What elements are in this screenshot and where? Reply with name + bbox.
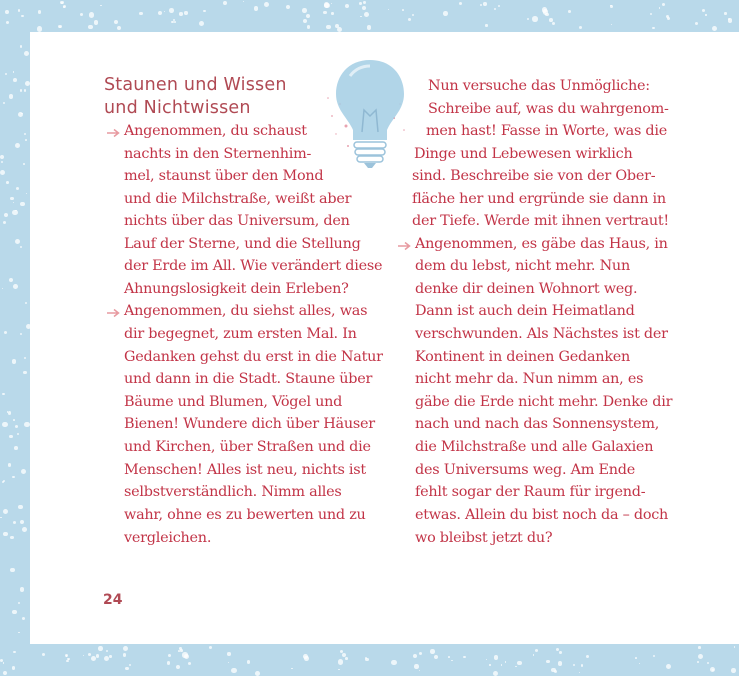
speckle-dot xyxy=(24,89,26,91)
speckle-dot xyxy=(209,646,212,649)
speckle-dot xyxy=(731,668,736,673)
speckle-dot xyxy=(610,5,613,8)
heading-line-1: Staunen und Wissen xyxy=(104,75,287,95)
paragraph-line: Schreibe auf, was du wahrgenom- xyxy=(428,101,669,117)
speckle-dot xyxy=(125,667,129,671)
speckle-dot xyxy=(158,11,162,15)
speckle-dot xyxy=(23,371,26,374)
paragraph-line: Gedanken gehst du erst in die Natur xyxy=(124,349,383,365)
speckle-dot xyxy=(16,187,19,190)
paragraph-line: men hast! Fasse in Worte, was die xyxy=(426,123,668,139)
paragraph-line: Ahnungslosigkeit dein Erleben? xyxy=(124,281,349,297)
speckle-dot xyxy=(24,51,29,56)
speckle-dot xyxy=(307,25,311,29)
speckle-dot xyxy=(5,10,9,14)
arrow-right-icon xyxy=(397,241,411,251)
paragraph-line: wo bleibst jetzt du? xyxy=(415,530,553,546)
paragraph-line: die Milchstraße und alle Galaxien xyxy=(415,439,654,455)
speckle-dot xyxy=(3,480,5,482)
page-number: 24 xyxy=(103,592,123,608)
speckle-dot xyxy=(12,359,16,363)
speckle-dot xyxy=(10,197,14,201)
paragraph-line: mel, staunst über den Mond xyxy=(124,168,324,184)
speckle-dot xyxy=(581,664,583,666)
speckle-dot xyxy=(549,18,553,22)
speckle-dot xyxy=(363,1,365,3)
heading-line-2: und Nichtwissen xyxy=(104,98,251,118)
speckle-dot xyxy=(494,655,498,659)
speckle-dot xyxy=(255,671,260,676)
speckle-dot xyxy=(545,13,549,17)
paragraph-line: der Erde im All. Wie verändert diese xyxy=(124,258,383,274)
speckle-dot xyxy=(360,16,362,18)
speckle-dot xyxy=(168,654,171,657)
speckle-dot xyxy=(18,602,20,604)
speckle-dot xyxy=(362,6,366,10)
speckle-dot xyxy=(652,27,655,30)
speckle-dot xyxy=(178,650,180,652)
speckle-dot xyxy=(109,655,111,657)
speckle-dot xyxy=(94,20,99,25)
speckle-dot xyxy=(10,568,14,572)
paragraph-line: Kontinent in deinen Gedanken xyxy=(415,349,631,365)
speckle-dot xyxy=(176,665,180,669)
speckle-dot xyxy=(3,532,7,536)
speckle-dot xyxy=(184,654,189,659)
speckle-dot xyxy=(15,425,18,428)
speckle-dot xyxy=(169,8,174,13)
speckle-dot xyxy=(414,664,418,668)
speckle-dot xyxy=(667,17,670,20)
speckle-dot xyxy=(579,26,583,30)
arrow-right-icon xyxy=(106,128,120,138)
speckle-dot xyxy=(13,651,15,653)
paragraph-line: dir begegnet, zum ersten Mal. In xyxy=(124,326,357,342)
speckle-dot xyxy=(20,333,22,335)
paragraph-line: und dann in die Stadt. Staune über xyxy=(124,371,373,387)
speckle-dot xyxy=(485,24,487,26)
speckle-dot xyxy=(24,357,26,359)
speckle-dot xyxy=(302,8,307,13)
speckle-dot xyxy=(434,655,438,659)
speckle-dot xyxy=(20,45,23,48)
speckle-dot xyxy=(493,671,498,676)
speckle-dot xyxy=(430,649,434,653)
paragraph-line: nicht mehr da. Nun nimm an, es xyxy=(415,371,644,387)
paragraph-line: vergleichen. xyxy=(124,530,212,546)
speckle-dot xyxy=(123,653,126,656)
speckle-dot xyxy=(611,24,613,26)
speckle-dot xyxy=(25,302,27,304)
paragraph-line: etwas. Allein du bist noch da – doch xyxy=(415,507,669,523)
speckle-dot xyxy=(3,102,5,104)
speckle-dot xyxy=(23,163,25,165)
speckle-dot xyxy=(517,661,522,666)
speckle-dot xyxy=(231,668,237,674)
speckle-dot xyxy=(3,221,6,224)
speckle-dot xyxy=(203,10,206,13)
speckle-dot xyxy=(88,25,92,29)
speckle-dot xyxy=(702,9,705,12)
speckle-dot xyxy=(535,649,538,652)
speckle-dot xyxy=(167,661,171,665)
speckle-dot xyxy=(88,653,91,656)
speckle-dot xyxy=(486,659,488,661)
paragraph-line: fläche her und ergründe sie dann in xyxy=(412,191,666,207)
speckle-dot xyxy=(15,239,20,244)
section-heading xyxy=(104,74,287,120)
speckle-dot xyxy=(338,659,343,664)
speckle-dot xyxy=(707,662,710,665)
speckle-dot xyxy=(345,4,350,9)
paragraph-line: dem du lebst, nicht mehr. Nun xyxy=(415,258,630,274)
speckle-dot xyxy=(515,666,517,668)
speckle-dot xyxy=(66,655,68,657)
paragraph-line: und die Milchstraße, weißt aber xyxy=(124,191,352,207)
speckle-dot xyxy=(264,2,269,7)
speckle-dot xyxy=(247,660,251,664)
speckle-dot xyxy=(199,21,204,26)
speckle-dot xyxy=(184,11,187,14)
speckle-dot xyxy=(494,8,496,10)
speckle-dot xyxy=(1,161,3,163)
speckle-dot xyxy=(552,22,555,25)
speckle-dot xyxy=(6,181,9,184)
speckle-dot xyxy=(568,10,571,13)
speckle-dot xyxy=(304,656,309,661)
speckle-dot xyxy=(59,26,61,28)
speckle-dot xyxy=(38,10,41,13)
speckle-dot xyxy=(364,12,369,17)
speckle-dot xyxy=(20,246,22,248)
paragraph-line: Angenommen, du schaust xyxy=(124,123,307,139)
speckle-dot xyxy=(501,664,502,665)
speckle-dot xyxy=(532,16,537,21)
speckle-dot xyxy=(8,411,12,415)
speckle-dot xyxy=(412,14,414,16)
speckle-dot xyxy=(359,2,362,5)
speckle-dot xyxy=(365,658,369,662)
speckle-dot xyxy=(291,668,293,670)
speckle-dot xyxy=(20,587,24,591)
speckle-dot xyxy=(413,654,418,659)
speckle-dot xyxy=(6,21,9,24)
speckle-dot xyxy=(579,672,581,674)
speckle-dot xyxy=(480,4,482,6)
speckle-dot xyxy=(13,71,15,73)
paragraph-line: sind. Beschreibe sie von der Ober- xyxy=(412,168,656,184)
speckle-dot xyxy=(171,21,174,24)
speckle-dot xyxy=(22,617,25,620)
speckle-dot xyxy=(712,26,717,31)
speckle-dot xyxy=(9,94,13,98)
speckle-dot xyxy=(323,11,327,15)
arrow-right-icon xyxy=(106,308,120,318)
speckle-dot xyxy=(408,18,411,21)
speckle-dot xyxy=(0,170,5,175)
speckle-dot xyxy=(2,422,7,427)
speckle-dot xyxy=(662,3,665,6)
paragraph-line: Lauf der Sterne, und die Stellung xyxy=(124,236,361,252)
speckle-dot xyxy=(533,654,534,655)
speckle-dot xyxy=(463,656,466,659)
speckle-dot xyxy=(61,2,63,4)
speckle-dot xyxy=(0,155,4,159)
speckle-dot xyxy=(2,393,5,396)
speckle-dot xyxy=(18,505,22,509)
speckle-dot xyxy=(174,21,176,23)
paragraph-line: und Kirchen, über Straßen und die xyxy=(124,439,371,455)
speckle-dot xyxy=(419,670,420,671)
speckle-dot xyxy=(306,14,310,18)
paragraph-line: des Universums weg. Am Ende xyxy=(415,462,636,478)
speckle-dot xyxy=(639,663,640,664)
speckle-dot xyxy=(106,650,109,653)
speckle-dot xyxy=(100,5,101,6)
paragraph-line: nichts über das Universum, den xyxy=(124,213,350,229)
speckle-dot xyxy=(443,11,448,16)
lightbulb-icon xyxy=(308,56,418,170)
paragraph-line: denke dir deinen Wohnort weg. xyxy=(415,281,638,297)
speckle-dot xyxy=(12,476,14,478)
speckle-dot xyxy=(559,651,562,654)
paragraph-line: verschwunden. Als Nächstes ist der xyxy=(415,326,668,342)
speckle-dot xyxy=(459,2,462,5)
speckle-dot xyxy=(338,669,340,671)
speckle-dot xyxy=(26,193,27,194)
speckle-dot xyxy=(345,657,348,660)
speckle-dot xyxy=(164,11,165,12)
paragraph-line: Nun versuche das Unmögliche: xyxy=(428,78,650,94)
speckle-dot xyxy=(129,664,132,667)
speckle-dot xyxy=(734,646,735,647)
speckle-dot xyxy=(17,433,19,435)
speckle-dot xyxy=(573,664,575,666)
speckle-dot xyxy=(12,610,16,614)
speckle-dot xyxy=(3,509,8,514)
speckle-dot xyxy=(5,73,7,75)
speckle-dot xyxy=(20,89,23,92)
book-page xyxy=(30,32,739,644)
speckle-dot xyxy=(89,12,94,17)
speckle-dot xyxy=(286,5,290,9)
speckle-dot xyxy=(326,25,330,29)
speckle-dot xyxy=(80,13,83,16)
speckle-dot xyxy=(483,2,486,5)
paragraph-line: nachts in den Sternenhim- xyxy=(124,146,312,162)
speckle-dot xyxy=(659,7,660,8)
speckle-dot xyxy=(20,202,24,206)
speckle-dot xyxy=(635,657,637,659)
speckle-dot xyxy=(114,20,118,24)
speckle-dot xyxy=(303,19,307,23)
speckle-dot xyxy=(18,632,19,633)
speckle-dot xyxy=(15,143,20,148)
speckle-dot xyxy=(724,12,726,14)
speckle-dot xyxy=(419,652,423,656)
speckle-dot xyxy=(10,536,13,539)
speckle-dot xyxy=(12,210,17,215)
speckle-dot xyxy=(228,662,229,663)
speckle-dot xyxy=(14,446,18,450)
speckle-dot xyxy=(698,654,703,659)
speckle-dot xyxy=(98,646,102,650)
speckle-dot xyxy=(12,666,15,669)
speckle-dot xyxy=(223,1,227,5)
speckle-dot xyxy=(331,3,332,4)
speckle-dot xyxy=(243,1,244,2)
speckle-dot xyxy=(9,435,13,439)
speckle-dot xyxy=(20,520,24,524)
speckle-dot xyxy=(25,139,27,141)
speckle-dot xyxy=(451,660,452,661)
speckle-dot xyxy=(551,668,555,672)
paragraph-line: Dann ist auch dein Heimatland xyxy=(415,303,635,319)
speckle-dot xyxy=(63,6,65,8)
speckle-dot xyxy=(324,2,329,7)
speckle-dot xyxy=(666,664,671,669)
speckle-dot xyxy=(3,662,5,664)
speckle-dot xyxy=(2,288,4,290)
speckle-dot xyxy=(188,662,191,665)
speckle-dot xyxy=(37,26,42,31)
speckle-dot xyxy=(558,661,563,666)
paragraph-line: Bienen! Wundere dich über Häuser xyxy=(124,416,375,432)
paragraph-line: der Tiefe. Werde mit ihnen vertraut! xyxy=(412,213,669,229)
paragraph-line: Angenommen, du siehst alles, was xyxy=(124,303,368,319)
speckle-dot xyxy=(4,213,8,217)
speckle-dot xyxy=(22,527,27,532)
speckle-dot xyxy=(13,78,17,82)
paragraph-line: selbstverständlich. Nimm alles xyxy=(124,484,342,500)
paragraph-line: fehlt sogar der Raum für irgend- xyxy=(415,484,646,500)
paragraph-line: Bäume und Blumen, Vögel und xyxy=(124,394,343,410)
speckle-dot xyxy=(13,284,18,289)
speckle-dot xyxy=(18,112,23,117)
speckle-dot xyxy=(123,646,128,651)
speckle-dot xyxy=(83,655,85,657)
speckle-dot xyxy=(117,26,121,30)
speckle-dot xyxy=(13,521,16,524)
speckle-dot xyxy=(4,331,7,334)
speckle-dot xyxy=(586,655,589,658)
speckle-dot xyxy=(18,9,21,12)
speckle-dot xyxy=(9,278,13,282)
paragraph-line: wahr, ohne es zu bewerten und zu xyxy=(124,507,366,523)
speckle-dot xyxy=(448,656,450,658)
speckle-dot xyxy=(705,14,706,15)
speckle-dot xyxy=(139,12,143,16)
speckle-dot xyxy=(698,646,701,649)
speckle-dot xyxy=(527,18,529,20)
paragraph-line: gäbe die Erde nicht mehr. Denke dir xyxy=(415,394,673,410)
speckle-dot xyxy=(42,653,45,656)
speckle-dot xyxy=(227,652,230,655)
paragraph-line: Dinge und Lebewesen wirklich xyxy=(414,146,633,162)
speckle-dot xyxy=(24,422,29,427)
speckle-dot xyxy=(498,5,500,7)
speckle-dot xyxy=(402,9,404,11)
speckle-dot xyxy=(96,654,99,657)
speckle-dot xyxy=(254,6,258,10)
speckle-dot xyxy=(21,15,23,17)
speckle-dot xyxy=(0,517,1,518)
speckle-dot xyxy=(13,202,14,203)
speckle-dot xyxy=(331,12,333,14)
speckle-dot xyxy=(546,660,550,664)
speckle-dot xyxy=(179,12,182,15)
speckle-dot xyxy=(21,469,26,474)
speckle-dot xyxy=(24,133,26,135)
speckle-dot xyxy=(3,671,7,675)
speckle-dot xyxy=(505,661,506,662)
speckle-dot xyxy=(367,25,371,29)
speckle-dot xyxy=(13,419,15,421)
speckle-dot xyxy=(695,22,698,25)
speckle-dot xyxy=(489,664,490,665)
speckle-dot xyxy=(650,13,652,15)
speckle-dot xyxy=(391,660,396,665)
paragraph-line: nach und nach das Sonnensystem, xyxy=(415,416,660,432)
speckle-dot xyxy=(8,463,12,467)
paragraph-line: Menschen! Alles ist neu, nichts ist xyxy=(124,462,366,478)
speckle-dot xyxy=(556,648,559,651)
speckle-dot xyxy=(388,9,389,10)
speckle-dot xyxy=(653,655,655,657)
speckle-dot xyxy=(342,653,347,658)
paragraph-line: Angenommen, es gäbe das Haus, in xyxy=(415,236,668,252)
speckle-dot xyxy=(697,661,699,663)
